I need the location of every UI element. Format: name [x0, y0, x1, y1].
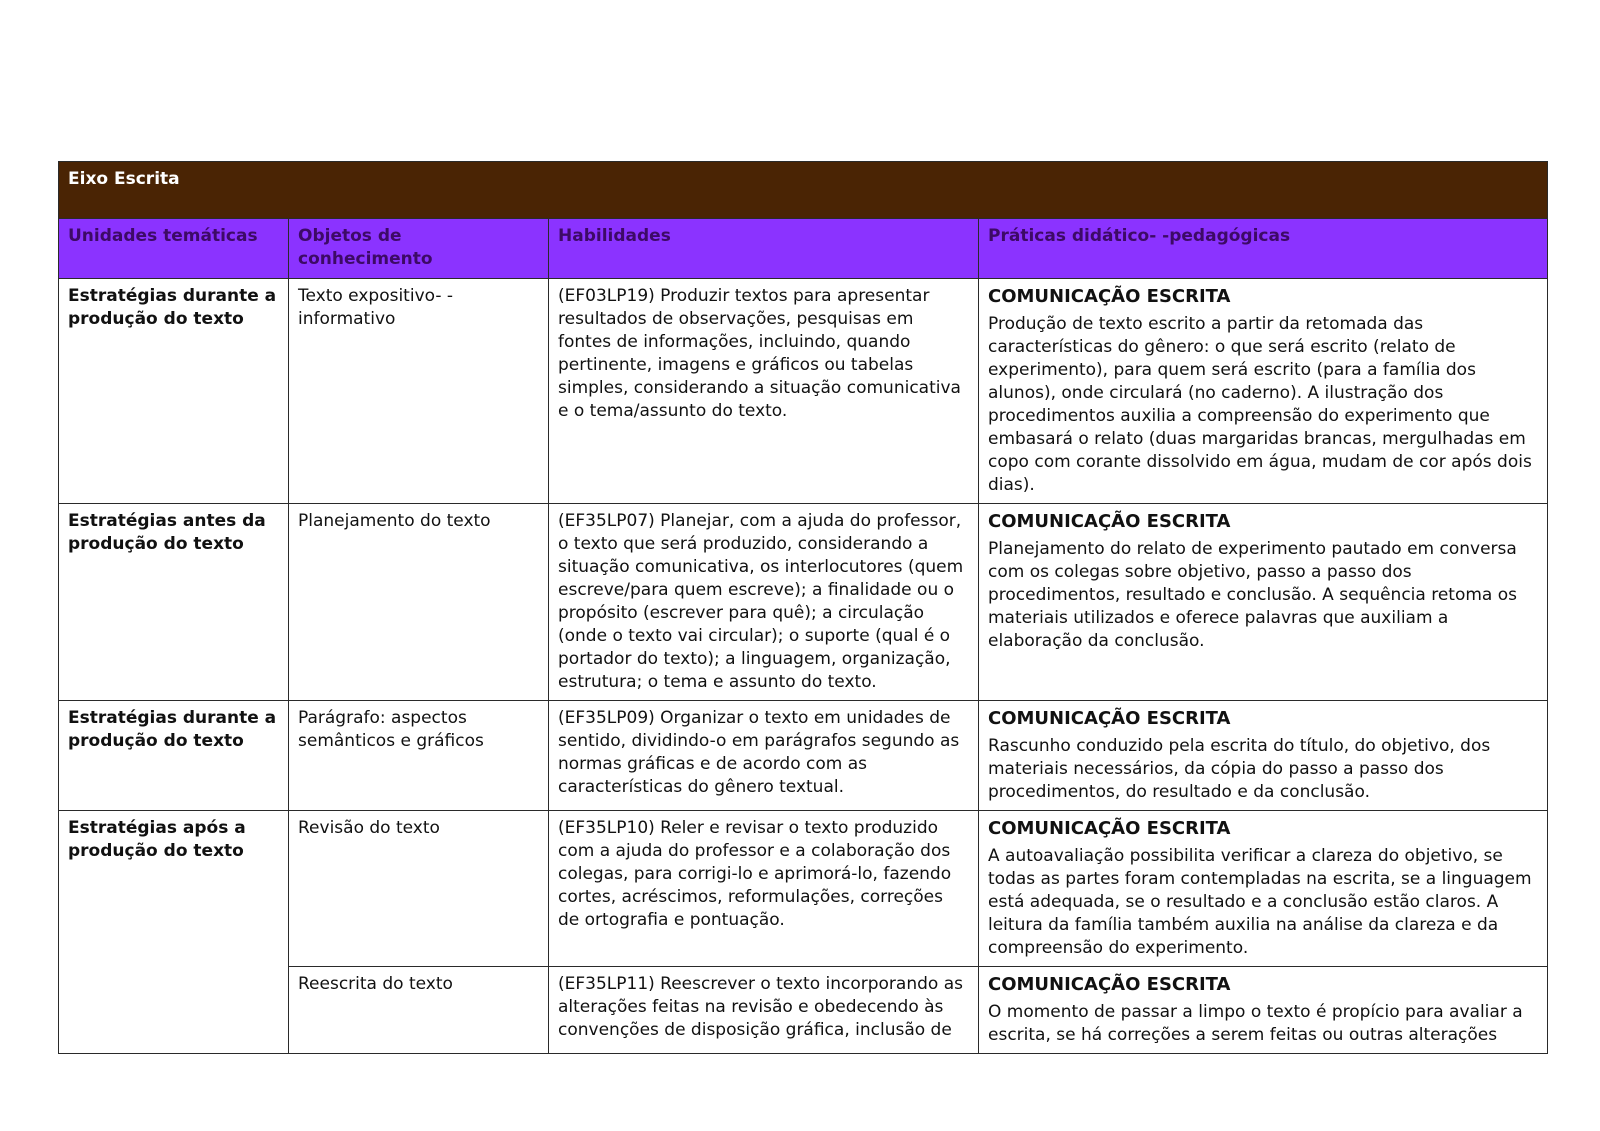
- object-cell: [289, 967, 549, 1054]
- axis-title: Eixo Escrita: [59, 162, 1548, 219]
- practice-title: COMUNICAÇÃO ESCRITA: [988, 818, 1231, 839]
- header-unidades: Unidades temáticas: [59, 219, 289, 279]
- practice-cell: [979, 967, 1548, 1054]
- header-habilidades: Habilidades: [549, 219, 979, 279]
- unit-cell: Estratégias durante a produção do texto: [59, 279, 289, 504]
- practice-title: COMUNICAÇÃO ESCRITA: [988, 708, 1231, 729]
- practice-text: Produção de texto escrito a partir da retomada das características do gênero: o que será escrito (relato de experimento), para quem será escrito (para a família dos alunos), onde circulará (no caderno). A ilustração dos procedimentos auxilia a compreensão do experimento que embasará o relato (duas margaridas brancas, mergulhadas em copo com corante dissolvido em água, mudam de cor após dois dias).: [988, 314, 1532, 495]
- unit-cell: Estratégias após a produção do texto: [59, 811, 289, 1054]
- skill-cell: (EF03LP19) Produzir textos para apresentar resultados de observações, pesquisas em fontes de informações, incluindo, quando pertinente, imagens e gráficos ou tabelas simples, considerando a situação comunicativa e o tema/assunto do texto.: [549, 279, 979, 504]
- practice-cell: [979, 701, 1548, 811]
- skill-text: (EF35LP11) Reescrever o texto incorporando as alterações feitas na revisão e obedecendo às convenções de disposição gráfica, inclusão de: [558, 974, 963, 1040]
- practice-cell: [979, 811, 1548, 967]
- practice-text: O momento de passar a limpo o texto é propício para avaliar a escrita, se há correções a serem feitas ou outras alterações: [988, 1002, 1523, 1045]
- practice-text: Rascunho conduzido pela escrita do título, do objetivo, dos materiais necessários, da cópia do passo a passo dos procedimentos, do resultado e da conclusão.: [988, 736, 1491, 802]
- practice-text: A autoavaliação possibilita verificar a clareza do objetivo, se todas as partes foram contempladas na escrita, se a linguagem está adequada, se o resultado e a conclusão estão claros. A leitura da família também auxilia na análise da clareza e da compreensão do experimento.: [988, 846, 1532, 958]
- header-praticas: Práticas didático- -pedagógicas: [979, 219, 1548, 279]
- skill-cell: (EF35LP09) Organizar o texto em unidades de sentido, dividindo-o em parágrafos segundo as normas gráficas e de acordo com as características do gênero textual.: [549, 701, 979, 811]
- object-cell: Planejamento do texto: [289, 504, 549, 701]
- unit-cell: Estratégias durante a produção do texto: [59, 701, 289, 811]
- table-row: [59, 279, 1548, 504]
- object-cell: Texto expositivo- -informativo: [289, 279, 549, 504]
- practice-title: COMUNICAÇÃO ESCRITA: [988, 511, 1231, 532]
- table-row: [59, 504, 1548, 701]
- practice-cell: [979, 504, 1548, 701]
- header-objetos: Objetos de conhecimento: [289, 219, 549, 279]
- skill-cell: [549, 967, 979, 1054]
- practice-title: COMUNICAÇÃO ESCRITA: [988, 286, 1231, 307]
- unit-cell: Estratégias antes da produção do texto: [59, 504, 289, 701]
- practice-clip: [988, 973, 1538, 1053]
- skill-cell: (EF35LP10) Reler e revisar o texto produzido com a ajuda do professor e a colaboração dos colegas, para corrigi-lo e aprimorá-lo, fazendo cortes, acréscimos, reformulações, correções de ortografia e pontuação.: [549, 811, 979, 967]
- practice-text: Planejamento do relato de experimento pautado em conversa com os colegas sobre objetivo, passo a passo dos procedimentos, resultado e conclusão. A sequência retoma os materiais utilizados e oferece palavras que auxiliam a elaboração da conclusão.: [988, 539, 1517, 651]
- object-cell: Revisão do texto: [289, 811, 549, 967]
- table-row: [59, 811, 1548, 967]
- object-text: Reescrita do texto: [298, 974, 453, 994]
- curriculum-table: [58, 161, 1548, 1054]
- object-cell: Parágrafo: aspectos semânticos e gráficos: [289, 701, 549, 811]
- skill-cell: (EF35LP07) Planejar, com a ajuda do professor, o texto que será produzido, considerando a situação comunicativa, os interlocutores (quem escreve/para quem escreve); a finalidade ou o propósito (escrever para quê); a circulação (onde o texto vai circular); o suporte (qual é o portador do texto); a linguagem, organização, estrutura; o tema e assunto do texto.: [549, 504, 979, 701]
- table-row: [59, 701, 1548, 811]
- practice-cell: [979, 279, 1548, 504]
- practice-title: COMUNICAÇÃO ESCRITA: [988, 974, 1231, 995]
